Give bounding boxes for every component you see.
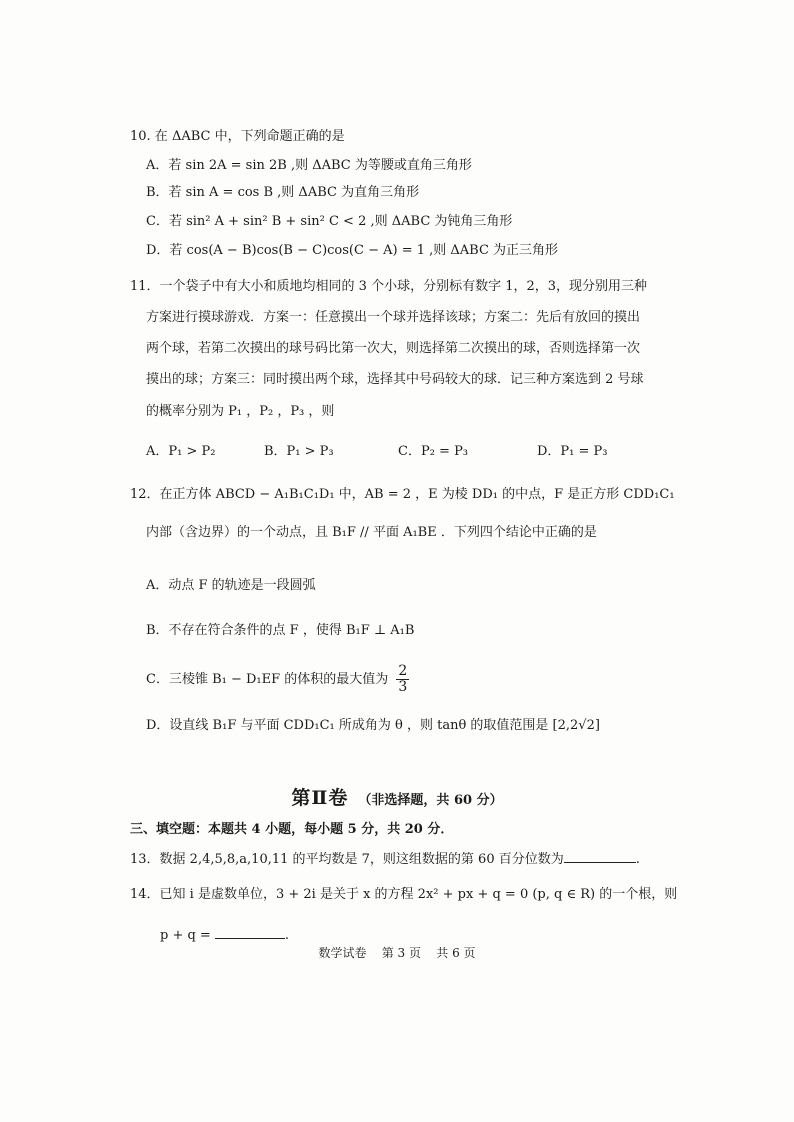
- q14-line-2: [160, 926, 289, 945]
- q10-option-d: D．若 cos(A − B)cos(B − C)cos(C − A) = 1 ,则 ΔABC 为正三角形: [146, 243, 559, 258]
- fraction-numerator: 2: [398, 663, 408, 679]
- q10-option-c: C．若 sin² A + sin² B + sin² C < 2 ,则 ΔABC 为钝角三角形: [146, 214, 513, 229]
- answer-blank: [215, 926, 285, 939]
- part-two-title: 第Ⅱ卷: [291, 787, 349, 809]
- q11-option-d: D．P₁ = P₃: [537, 444, 608, 459]
- q11-line-5: 的概率分别为 P₁ ，P₂ ，P₃ ，则: [146, 404, 335, 419]
- q12-line-1: 12．在正方体 ABCD − A₁B₁C₁D₁ 中，AB = 2 ，E 为棱 DD₁ 的中点，F 是正方形 CDD₁C₁: [130, 487, 675, 502]
- part-two-subtitle: （非选择题，共 60 分）: [358, 793, 503, 808]
- q11-option-b: B．P₁ > P₃: [264, 444, 334, 459]
- q11-line-2: 方案进行摸球游戏．方案一：任意摸出一个球并选择该球；方案二：先后有放回的摸出: [146, 310, 641, 325]
- q10-stem: 10. 在 ΔABC 中，下列命题正确的是: [130, 129, 345, 144]
- q12-option-b: B．不存在符合条件的点 F ，使得 B₁F ⊥ A₁B: [146, 623, 415, 638]
- q14-expression: p + q =: [160, 928, 211, 943]
- q14-end: .: [284, 928, 289, 943]
- q12-line-2: 内部（含边界）的一个动点，且 B₁F // 平面 A₁BE ．下列四个结论中正确的是: [146, 525, 597, 540]
- q11-option-c: C．P₂ = P₃: [398, 444, 469, 459]
- q11-option-a: A．P₁ > P₂: [146, 444, 216, 459]
- q13-end: .: [635, 852, 640, 867]
- fraction: [396, 664, 409, 695]
- q11-line-4: 摸出的球；方案三：同时摸出两个球，选择其中号码较大的球．记三种方案选到 2 号球: [146, 372, 644, 387]
- section-three-heading: 三、填空题：本题共 4 小题，每小题 5 分，共 20 分．: [130, 822, 454, 837]
- q11-line-3: 两个球，若第二次摸出的球号码比第一次大，则选择第二次摸出的球，否则选择第一次: [146, 341, 641, 356]
- q13-text: 13．数据 2,4,5,8,a,10,11 的平均数是 7，则这组数据的第 60 百分位数为: [130, 852, 564, 867]
- q11-line-1: 11．一个袋子中有大小和质地均相同的 3 个小球，分别标有数字 1，2，3，现分别用三种: [130, 279, 648, 294]
- q12-option-a: A．动点 F 的轨迹是一段圆弧: [146, 578, 316, 593]
- q14-line-1: 14．已知 i 是虚数单位，3 + 2i 是关于 x 的方程 2x² + px + q = 0 (p, q ∈ R) 的一个根，则: [130, 887, 678, 902]
- q13: [130, 850, 640, 869]
- answer-blank: [564, 850, 636, 863]
- q10-option-b: B．若 sin A = cos B ,则 ΔABC 为直角三角形: [146, 185, 420, 200]
- fraction-denominator: 3: [398, 679, 408, 695]
- q10-option-a: A．若 sin 2A = sin 2B ,则 ΔABC 为等腰或直角三角形: [146, 158, 472, 173]
- part-two-heading: [0, 783, 794, 810]
- page-footer: 数学试卷 第 3 页 共 6 页: [318, 946, 476, 960]
- q12-option-c: [146, 664, 409, 695]
- q12-option-c-text: C．三棱锥 B₁ − D₁EF 的体积的最大值为: [146, 672, 389, 687]
- q12-option-d: D．设直线 B₁F 与平面 CDD₁C₁ 所成角为 θ ，则 tanθ 的取值范围是 [2,2√2]: [146, 718, 600, 733]
